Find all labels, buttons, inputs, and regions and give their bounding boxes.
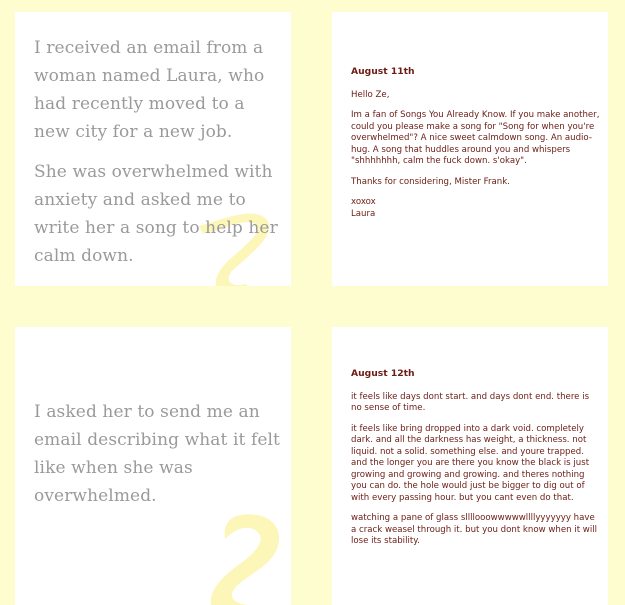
email-signature: Laura: [351, 208, 376, 219]
story-text: [34, 34, 281, 282]
email-panel-2: [332, 327, 608, 605]
story-text: [34, 398, 281, 522]
story-paragraph-2: She was overwhelmed with anxiety and asked me to write her a song to help her calm down.: [34, 162, 278, 266]
email-date: August 11th: [351, 66, 415, 77]
story-paragraph-1: I asked her to send me an email describing what it felt like when she was overwhelmed.: [34, 402, 280, 506]
email-panel-1: [332, 12, 608, 286]
email-body: Im a fan of Songs You Already Know. If you make another, could you please make a song for "Song for when you're overwhelmed"? A nice sweet calmdown song. An audio-hug. A song that huddles around you and whispers "shhhhhhh, calm the fuck down. s'okay".: [351, 110, 600, 166]
story-panel-2: [15, 327, 291, 605]
email-paragraph-1: it feels like days dont start. and days dont end. there is no sense of time.: [351, 391, 590, 413]
email-thanks: Thanks for considering, Mister Frank.: [351, 176, 510, 187]
email-content: [351, 368, 600, 557]
story-panel-1: [15, 12, 291, 286]
email-content: [351, 66, 600, 229]
email-paragraph-2: it feels like bring dropped into a dark void. completely dark. and all the darkness has weight, a thickness. not liquid. not a solid. something else. and youre trapped. and the longer you are there you know the black is just growing and growing and growing. and theres nothing you can do. the hole would just be bigger to dig out of with every passing hour. but you cant even do that.: [351, 423, 590, 503]
email-signoff: xoxox: [351, 197, 376, 207]
email-greeting: Hello Ze,: [351, 89, 390, 100]
story-paragraph-1: I received an email from a woman named Laura, who had recently moved to a new city for a new job.: [34, 38, 265, 142]
email-date: August 12th: [351, 368, 415, 379]
email-paragraph-3: watching a pane of glass sllllooowwwwwllllyyyyyyy have a crack weasel through it. but you dont know when it will lose its stability.: [351, 513, 597, 546]
